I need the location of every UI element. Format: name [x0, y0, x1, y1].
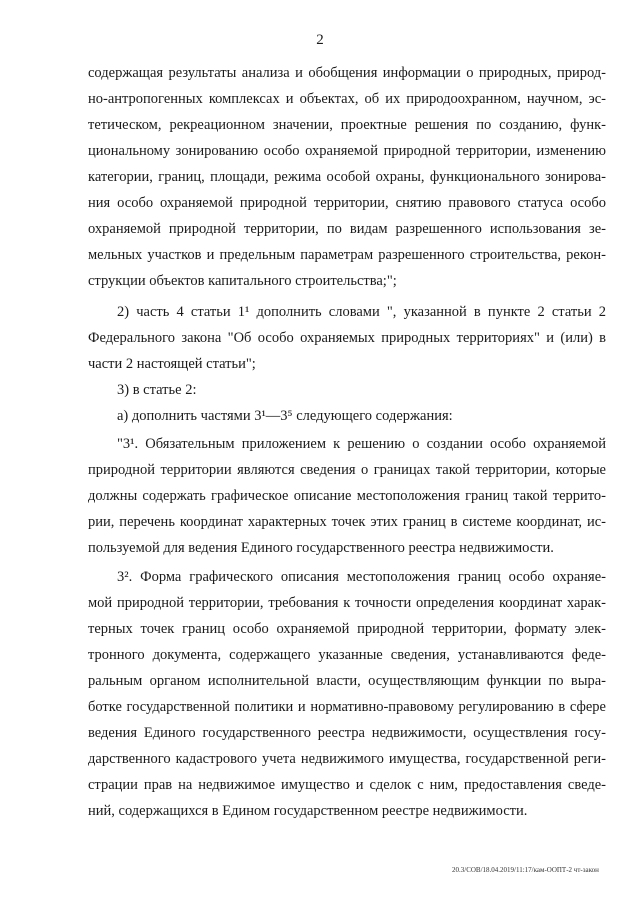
text-line: природной территории являются сведения о границах такой территории, которые	[88, 462, 606, 478]
text-line: 2) часть 4 статьи 1¹ дополнить словами ", указанной в пункте 2 статьи 2	[117, 304, 606, 320]
text-line: должны содержать графическое описание местоположения границ такой террито-	[88, 488, 606, 504]
text-line: ведения Единого государственного реестра недвижимости, осуществления госу-	[88, 725, 606, 741]
text-line: тронного документа, содержащего указанные сведения, устанавливаются феде-	[88, 647, 606, 663]
text-line: 3². Форма графического описания местоположения границ особо охраняе-	[117, 569, 606, 585]
text-line: 3) в статье 2:	[117, 382, 197, 398]
text-line: дарственного кадастрового учета недвижимого имущества, государственной реги-	[88, 751, 606, 767]
text-line: мой природной территории, требования к точности определения координат харак-	[88, 595, 606, 611]
text-line: Федерального закона "Об особо охраняемых природных территориях" и (или) в	[88, 330, 606, 346]
text-line: пользуемой для ведения Единого государственного реестра недвижимости.	[88, 540, 554, 556]
text-line: тетическом, рекреационном значении, проектные решения по созданию, функ-	[88, 117, 606, 133]
text-line: мельных участков и предельным параметрам разрешенного строительства, рекон-	[88, 247, 606, 263]
text-line: категории, границ, площади, режима особой охраны, функционального зонирова-	[88, 169, 606, 185]
page-number: 2	[316, 32, 324, 48]
text-line: охраняемой природной территории, по видам разрешенного использования зе-	[88, 221, 606, 237]
text-line: содержащая результаты анализа и обобщения информации о природных, природ-	[88, 65, 606, 81]
text-line: рии, перечень координат характерных точек этих границ в системе координат, ис-	[88, 514, 606, 530]
text-line: страции прав на недвижимое имущество и сделок с ним, предоставления сведе-	[88, 777, 606, 793]
text-line: циональному зонированию особо охраняемой природной территории, изменению	[88, 143, 606, 159]
document-footer-code: 20.3/СОВ/18.04.2019/11:17/кам-ООПТ-2 чт-закон	[452, 866, 599, 874]
text-line: но-антропогенных комплексах и объектах, об их природоохранном, научном, эс-	[88, 91, 606, 107]
text-line: ния особо охраняемой природной территории, снятию правового статуса особо	[88, 195, 606, 211]
text-line: ботке государственной политики и нормативно-правовому регулированию в сфере	[88, 699, 606, 715]
text-line: "3¹. Обязательным приложением к решению о создании особо охраняемой	[117, 436, 606, 452]
text-line: ральным органом исполнительной власти, осуществляющим функции по выра-	[88, 673, 606, 689]
text-line: ний, содержащихся в Едином государственном реестре недвижимости.	[88, 803, 528, 819]
text-line: части 2 настоящей статьи";	[88, 356, 256, 372]
text-line: а) дополнить частями 3¹—3⁵ следующего содержания:	[117, 408, 453, 424]
text-line: струкции объектов капитального строительства;";	[88, 273, 397, 289]
text-line: терных точек границ особо охраняемой природной территории, формату элек-	[88, 621, 606, 637]
